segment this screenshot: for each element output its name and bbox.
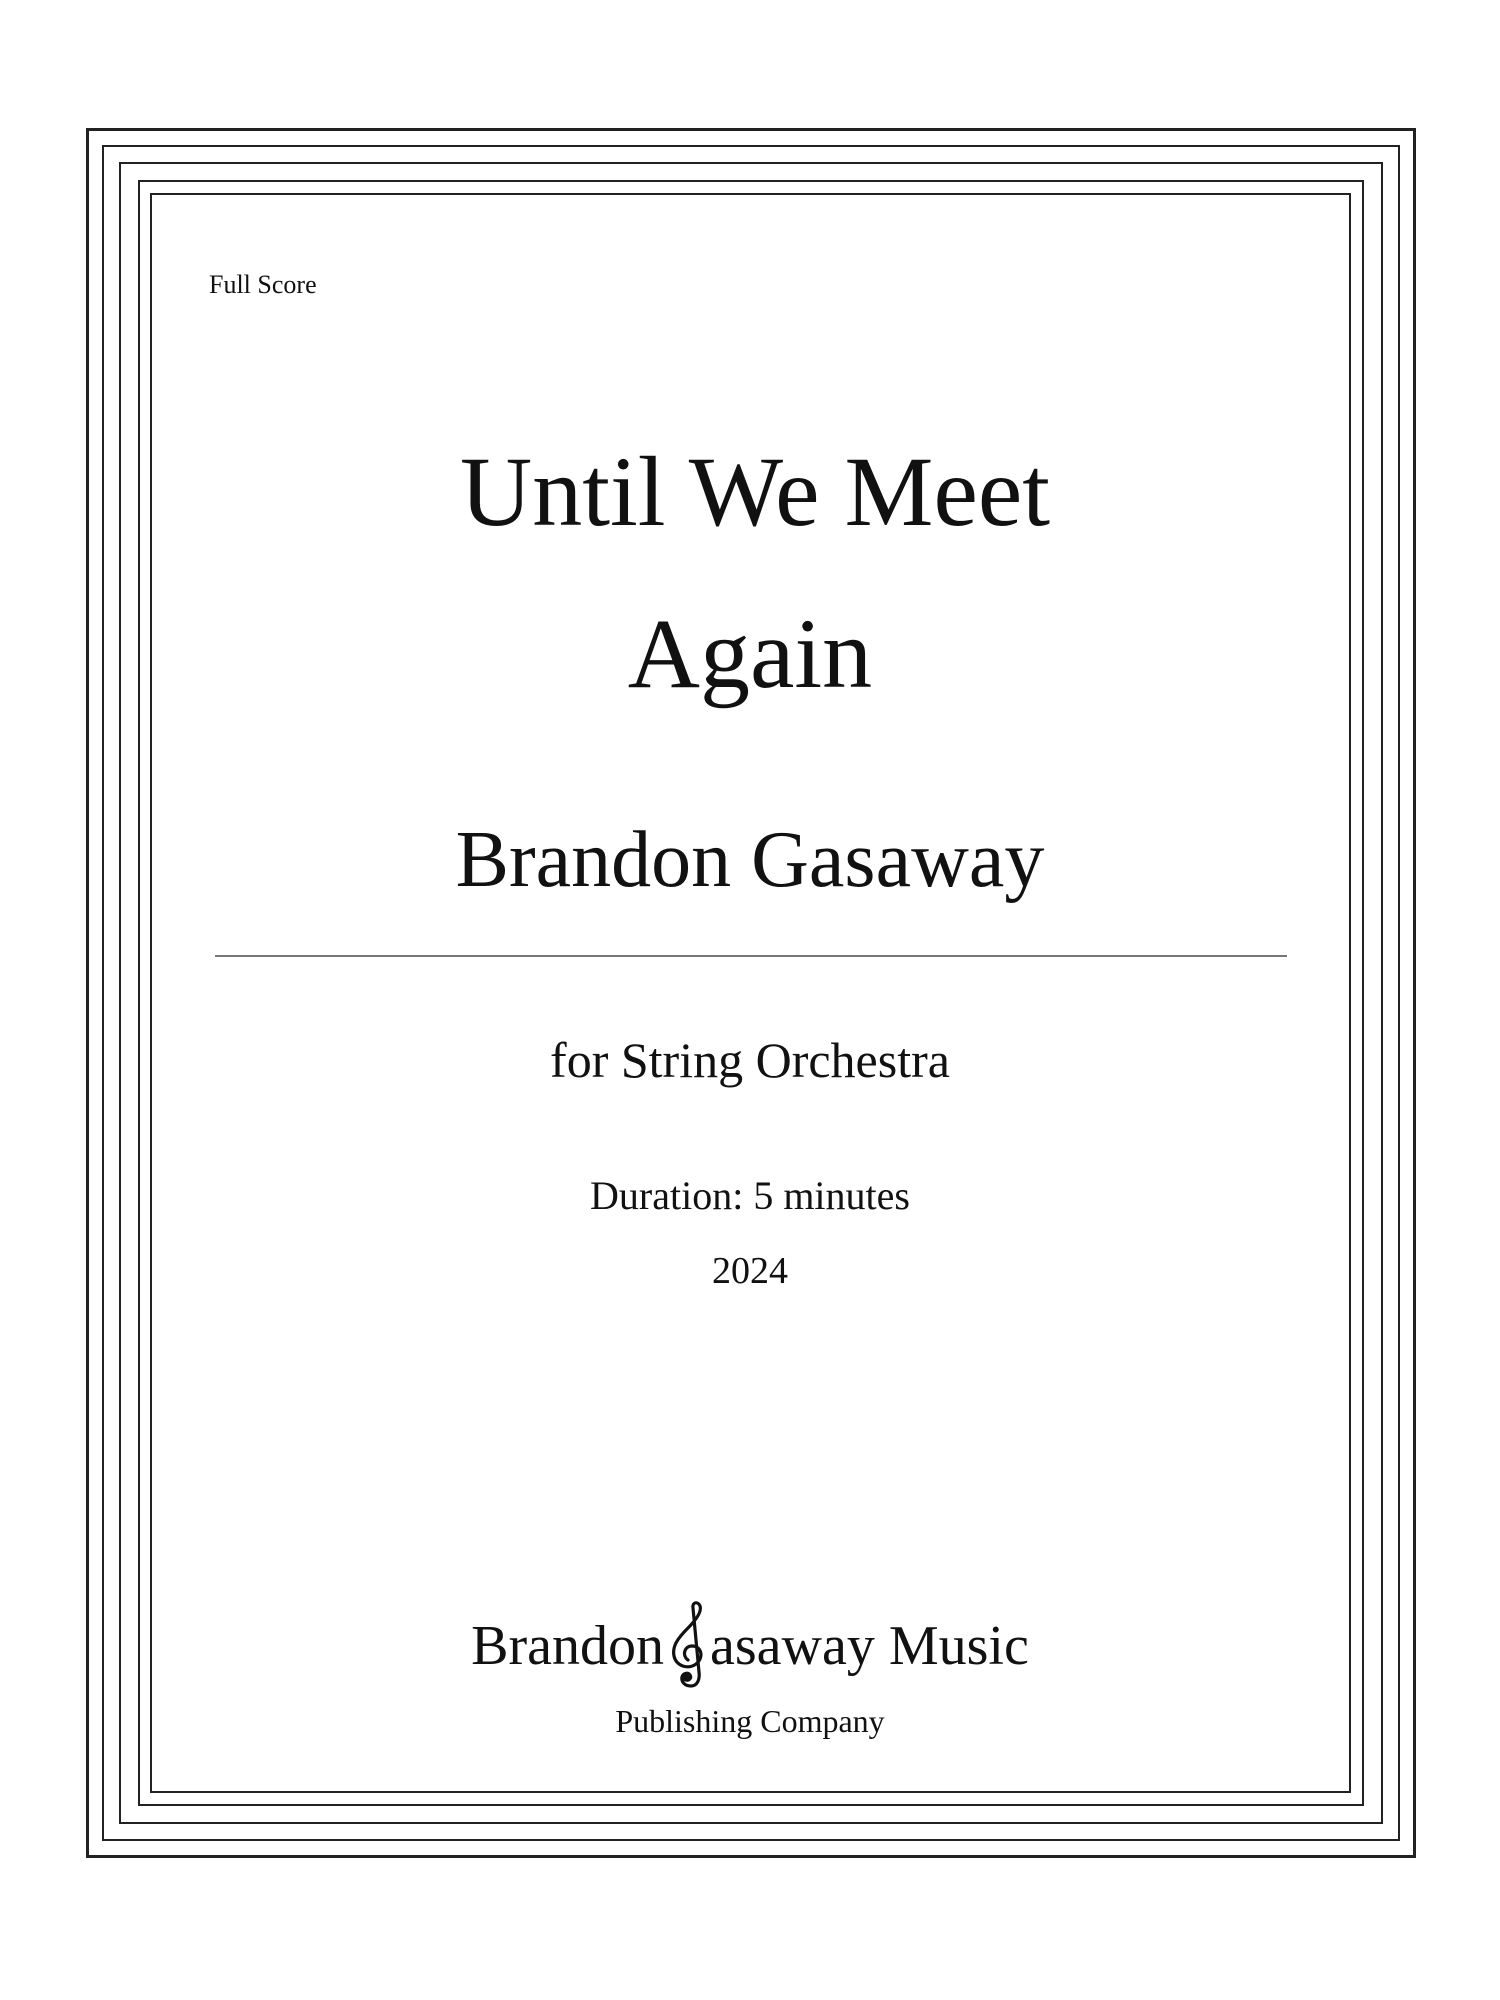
duration: Duration: 5 minutes (590, 1173, 910, 1218)
title-line-1: Until We Meet (460, 436, 1050, 547)
inner-border (150, 193, 1351, 1793)
year: 2024 (712, 1250, 788, 1292)
composer-name: Brandon Gasaway (455, 816, 1045, 904)
edition-label: Full Score (209, 270, 317, 299)
publisher-name-end: asaway Music (710, 1615, 1029, 1677)
instrumentation: for String Orchestra (550, 1032, 950, 1088)
treble-clef-icon (664, 1600, 714, 1690)
publisher-subtitle: Publishing Company (615, 1703, 885, 1739)
title-line-2: Again (627, 598, 873, 709)
divider-rule (215, 955, 1287, 957)
publisher-name-start: Brandon (471, 1615, 665, 1677)
publisher-logo (0, 1600, 1500, 1690)
